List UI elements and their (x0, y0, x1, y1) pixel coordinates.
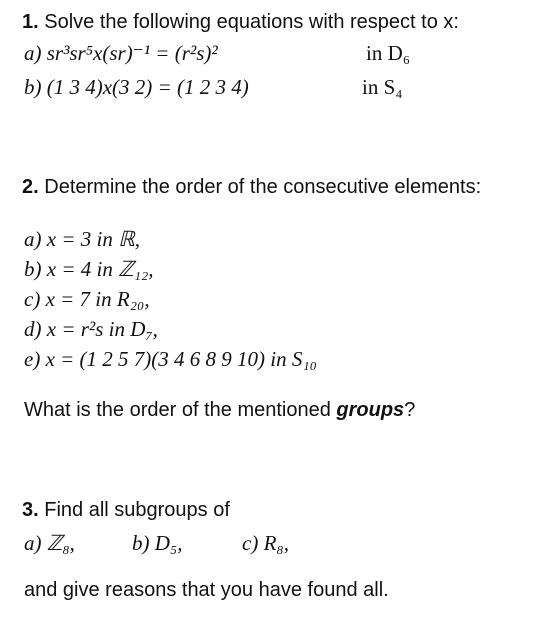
q1-equation-a: a) sr³sr⁵x(sr)⁻¹ = (r²s)² (24, 41, 218, 65)
q3-item-c: c) R₈, (242, 531, 289, 555)
q1-heading (22, 10, 459, 34)
q2-item-b: b) x = 4 in ℤ₁₂, (24, 257, 154, 281)
q1-number: 1. (22, 11, 39, 33)
q3-number: 3. (22, 499, 39, 521)
q2-question-emphasis: groups (336, 399, 405, 421)
q1-title: Solve the following equations with respect to x: (44, 11, 459, 33)
q3-closing: and give reasons that you have found all. (24, 579, 389, 601)
q2-item-a: a) x = 3 in ℝ, (24, 227, 140, 251)
q3-item-a: a) ℤ₈, (24, 531, 75, 555)
q2-number: 2. (22, 176, 39, 198)
q3-title: Find all subgroups of (44, 499, 230, 521)
q2-item-e: e) x = (1 2 5 7)(3 4 6 8 9 10) in S₁₀ (24, 347, 317, 371)
q1-equation-a-group: in D₆ (366, 41, 411, 65)
q2-heading (22, 175, 481, 199)
q2-title: Determine the order of the consecutive elements: (44, 176, 482, 198)
q1-equation-b-group: in S₄ (362, 75, 403, 99)
q2-question-suffix: ? (404, 399, 416, 421)
q3-heading (22, 498, 230, 522)
q3-item-b: b) D₅, (132, 531, 183, 555)
q2-question-prefix: What is the order of the mentioned (24, 399, 337, 421)
q2-item-c: c) x = 7 in R₂₀, (24, 287, 150, 311)
q2-item-d: d) x = r²s in D₇, (24, 317, 158, 341)
q2-question (24, 398, 415, 422)
q1-equation-b: b) (1 3 4)x(3 2) = (1 2 3 4) (24, 75, 249, 99)
